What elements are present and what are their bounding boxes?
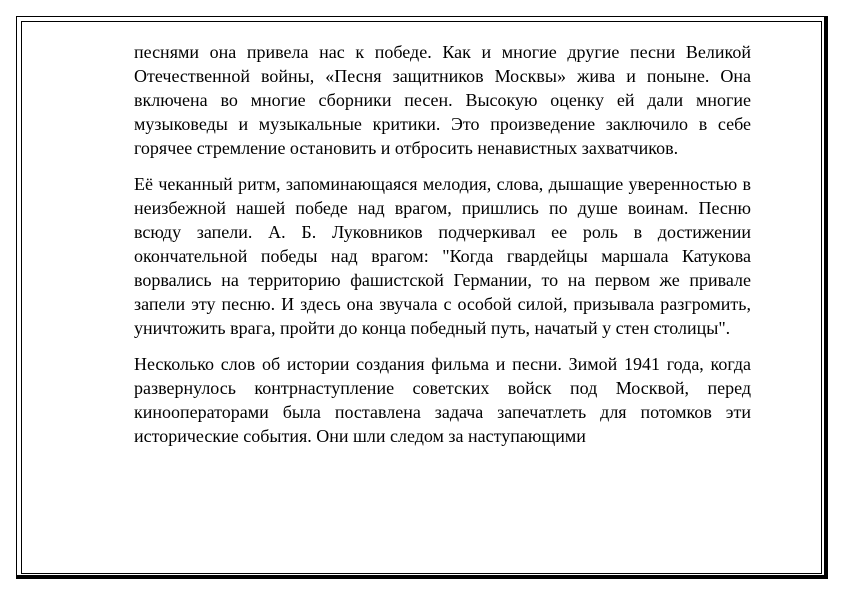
document-body bbox=[134, 40, 751, 460]
paragraph-3: Несколько слов об истории создания фильма и песни. Зимой 1941 года, когда развернулось контрнаступление советских войск под Москвой, перед кинооператорами была поставлена задача запечатлеть для потомков эти исторические события. Они шли следом за наступающими bbox=[134, 354, 751, 446]
paragraph-1: песнями она привела нас к победе. Как и многие другие песни Великой Отечественной войны, «Песня защитников Москвы» жива и поныне. Она включена во многие сборники песен. Высокую оценку ей дали многие музыковеды и музыкальные критики. Это произведение заключило в себе горячее стремление остановить и отбросить ненавистных захватчиков. bbox=[134, 42, 751, 158]
paragraph-2: Её чеканный ритм, запоминающаяся мелодия, слова, дышащие уверенностью в неизбежной нашей победе над врагом, пришлись по душе воинам. Песню всюду запели. А. Б. Луковников подчеркивал ее роль в достижении окончательной победы над врагом: "Когда гвардейцы маршала Катукова ворвались на территорию фашистской Германии, то на первом же привале запели эту песню. И здесь она звучала с особой силой, призывала разгромить, уничтожить врага, пройти до конца победный путь, начатый у стен столицы". bbox=[134, 174, 751, 338]
